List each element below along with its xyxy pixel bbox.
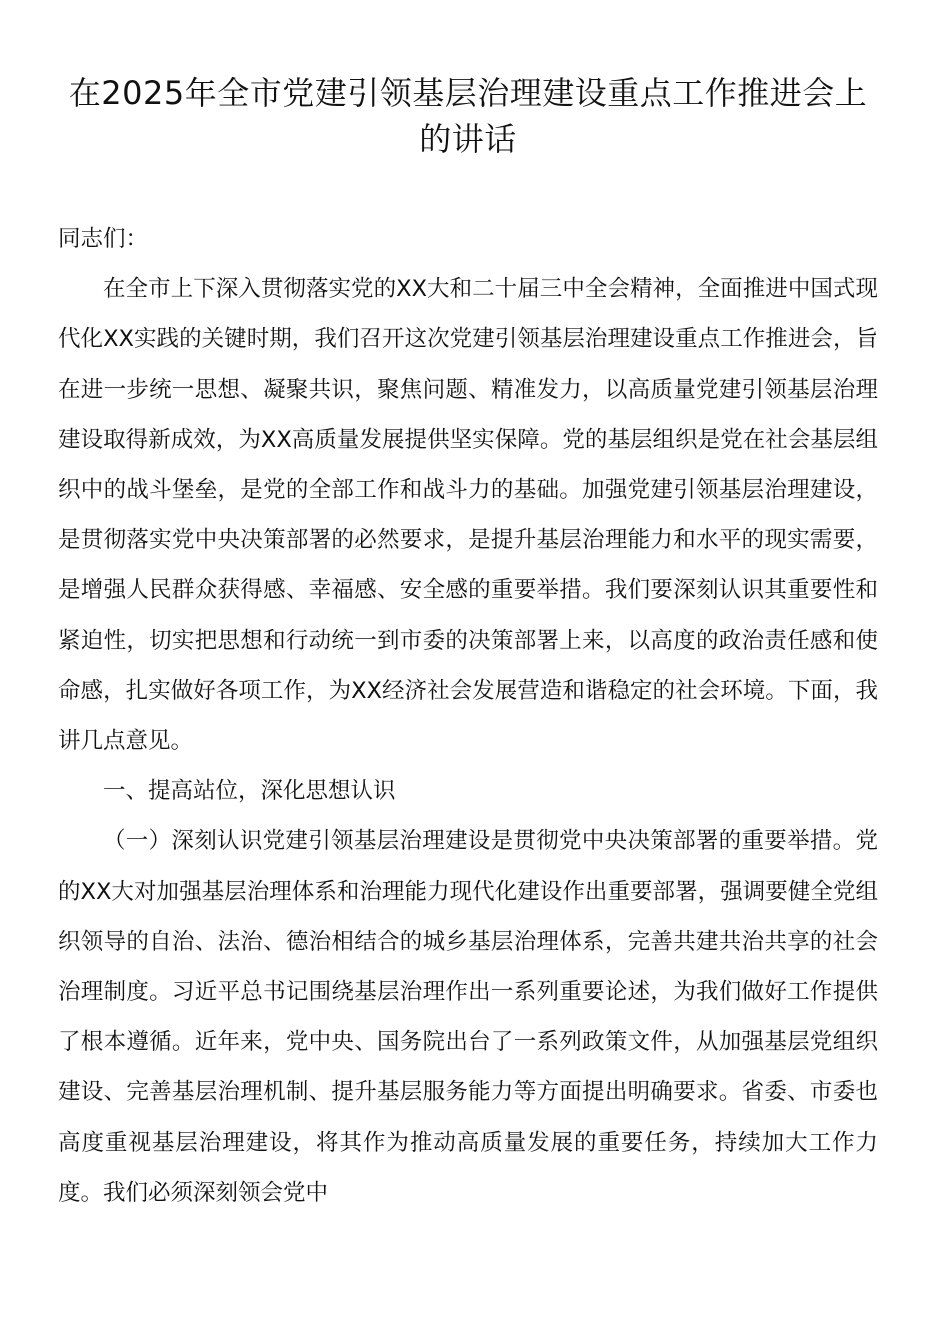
document-body bbox=[58, 214, 878, 1218]
intro-paragraph: 在全市上下深入贯彻落实党的XX大和二十届三中全会精神，全面推进中国式现代化XX实践的关键时期，我们召开这次党建引领基层治理建设重点工作推进会，旨在进一步统一思想、凝聚共识，聚焦问题、精准发力，以高质量党建引领基层治理建设取得新成效，为XX高质量发展提供坚实保障。党的基层组织是党在社会基层组织中的战斗堡垒，是党的全部工作和战斗力的基础。加强党建引领基层治理建设，是贯彻落实党中央决策部署的必然要求，是提升基层治理能力和水平的现实需要，是增强人民群众获得感、幸福感、安全感的重要举措。我们要深刻认识其重要性和紧迫性，切实把思想和行动统一到市委的决策部署上来，以高度的政治责任感和使命感，扎实做好各项工作，为XX经济社会发展营造和谐稳定的社会环境。下面，我讲几点意见。 bbox=[58, 276, 878, 755]
subsection-paragraph: （一）深刻认识党建引领基层治理建设是贯彻党中央决策部署的重要举措。党的XX大对加强基层治理体系和治理能力现代化建设作出重要部署，强调要健全党组织领导的自治、法治、德治相结合的城乡基层治理体系，完善共建共治共享的社会治理制度。习近平总书记围绕基层治理作出一系列重要论述，为我们做好工作提供了根本遵循。近年来，党中央、国务院出台了一系列政策文件，从加强基层党组织建设、完善基层治理机制、提升基层服务能力等方面提出明确要求。省委、市委也高度重视基层治理建设，将其作为推动高质量发展的重要任务，持续加大工作力度。我们必须深刻领会党中 bbox=[58, 828, 878, 1206]
document-page bbox=[58, 0, 878, 1218]
salutation: 同志们： bbox=[58, 226, 149, 252]
section-heading: 一、提高站位，深化思想认识 bbox=[103, 778, 396, 805]
document-title: 在2025年全市党建引领基层治理建设重点工作推进会上的讲话 bbox=[68, 74, 868, 158]
